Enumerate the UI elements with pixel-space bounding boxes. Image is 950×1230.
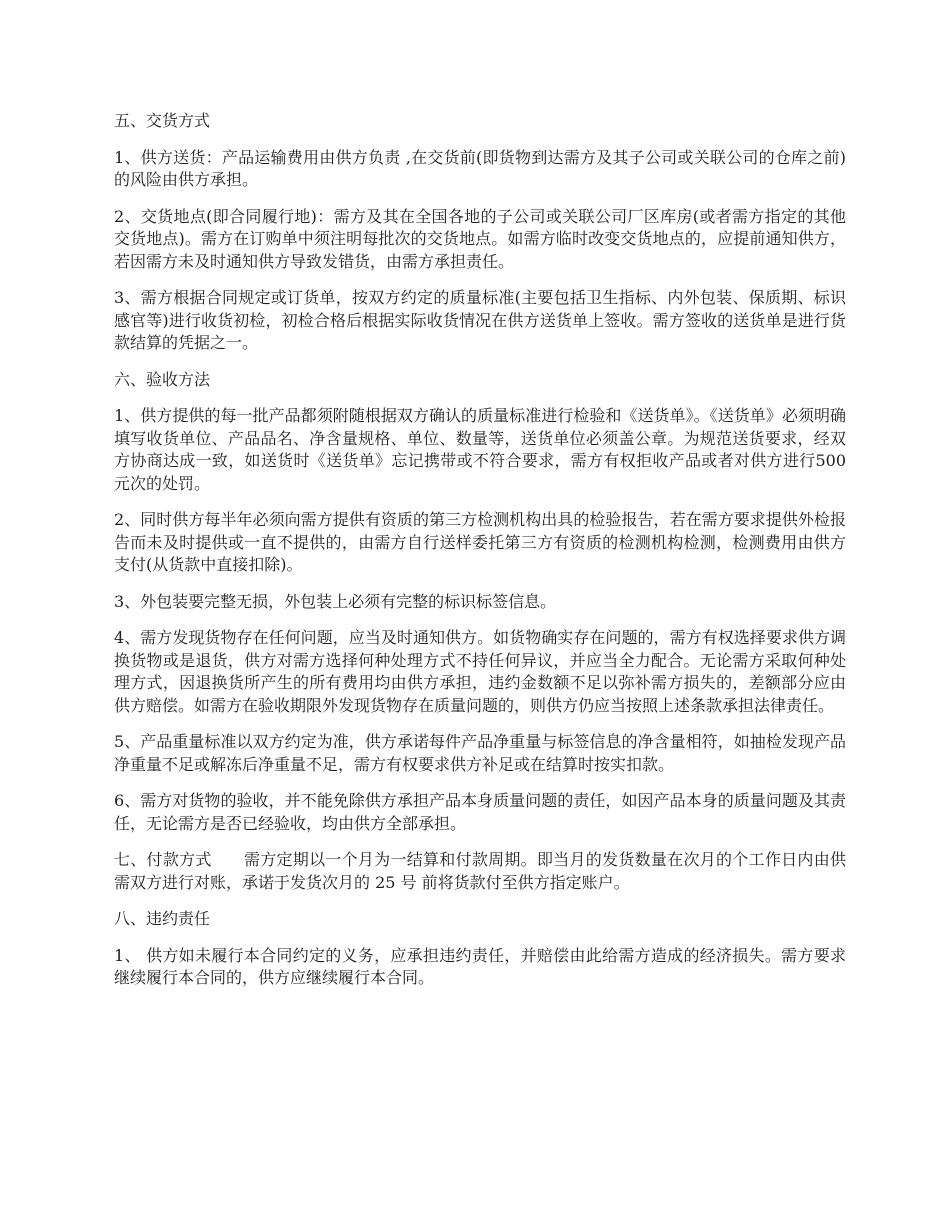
section-7-body: 需方定期以一个月为一结算和付款周期。即当月的发货数量在次月的个工作日内由供需双方进行对账，承诺于发货次月的 25 号 前将货款付至供方指定账户。 [114, 850, 846, 892]
section-6-clause-5: 5、产品重量标准以双方约定为准，供方承诺每件产品净重量与标签信息的净含量相符，如抽检发现产品净重量不足或解冻后净重量不足，需方有权要求供方补足或在结算时按实扣款。 [114, 732, 846, 774]
section-7-heading: 七、付款方式 [114, 850, 212, 869]
document-page [114, 110, 846, 1004]
section-6-clause-3: 3、外包装要完整无损，外包装上必须有完整的标识标签信息。 [114, 591, 557, 611]
section-5-clause-1: 1、供方送货：产品运输费用由供方负责 ,在交货前(即货物到达需方及其子公司或关联公司的仓库之前)的风险由供方承担。 [114, 147, 846, 189]
section-6-clause-4: 4、需方发现货物存在任何问题，应当及时通知供方。如货物确实存在问题的，需方有权选择要求供方调换货物或是退货，供方对需方选择何种处理方式不持任何异议，并应当全力配合。无论需方采取何种处理方式，因退换货所产生的所有费用均由供方承担，违约金数额不足以弥补需方损失的，差额部分应由供方赔偿。如需方在验收期限外发现货物存在质量问题的，则供方仍应当按照上述条款承担法律责任。 [114, 628, 846, 715]
section-8-clause-1: 1、 供方如未履行本合同约定的义务，应承担违约责任，并赔偿由此给需方造成的经济损失。需方要求继续履行本合同的，供方应继续履行本合同。 [114, 945, 846, 987]
section-6-heading: 六、验收方法 [114, 369, 211, 389]
section-7-paragraph [114, 849, 846, 894]
section-5-clause-2: 2、交货地点(即合同履行地)：需方及其在全国各地的子公司或关联公司厂区库房(或者需方指定的其他交货地点)。需方在订购单中须注明每批次的交货地点。如需方临时改变交货地点的，应提前通知供方，若因需方未及时通知供方导致发错货，由需方承担责任。 [114, 206, 846, 271]
section-6-clause-2: 2、同时供方每半年必须向需方提供有资质的第三方检测机构出具的检验报告，若在需方要求提供外检报告而未及时提供或一直不提供的，由需方自行送样委托第三方有资质的检测机构检测，检测费用由供方支付(从货款中直接扣除)。 [114, 510, 846, 574]
section-8-heading: 八、违约责任 [114, 909, 211, 928]
section-5-heading: 五、交货方式 [114, 111, 211, 130]
section-5-clause-3: 3、需方根据合同规定或订货单，按双方约定的质量标准(主要包括卫生指标、内外包装、保质期、标识感官等)进行收货初检，初检合格后根据实际收货情况在供方送货单上签收。需方签收的送货单是进行货款结算的凭据之一。 [114, 288, 846, 352]
section-6-clause-1: 1、供方提供的每一批产品都须附随根据双方确认的质量标准进行检验和《送货单》。《送货单》必须明确填写收货单位、产品品名、净含量规格、单位、数量等，送货单位必须盖公章。为规范送货要求，经双方协商达成一致，如送货时《送货单》忘记携带或不符合要求，需方有权拒收产品或者对供方进行500元次的处罚。 [114, 406, 846, 493]
section-6-clause-6: 6、需方对货物的验收，并不能免除供方承担产品本身质量问题的责任，如因产品本身的质量问题及其责任，无论需方是否已经验收，均由供方全部承担。 [114, 791, 846, 833]
